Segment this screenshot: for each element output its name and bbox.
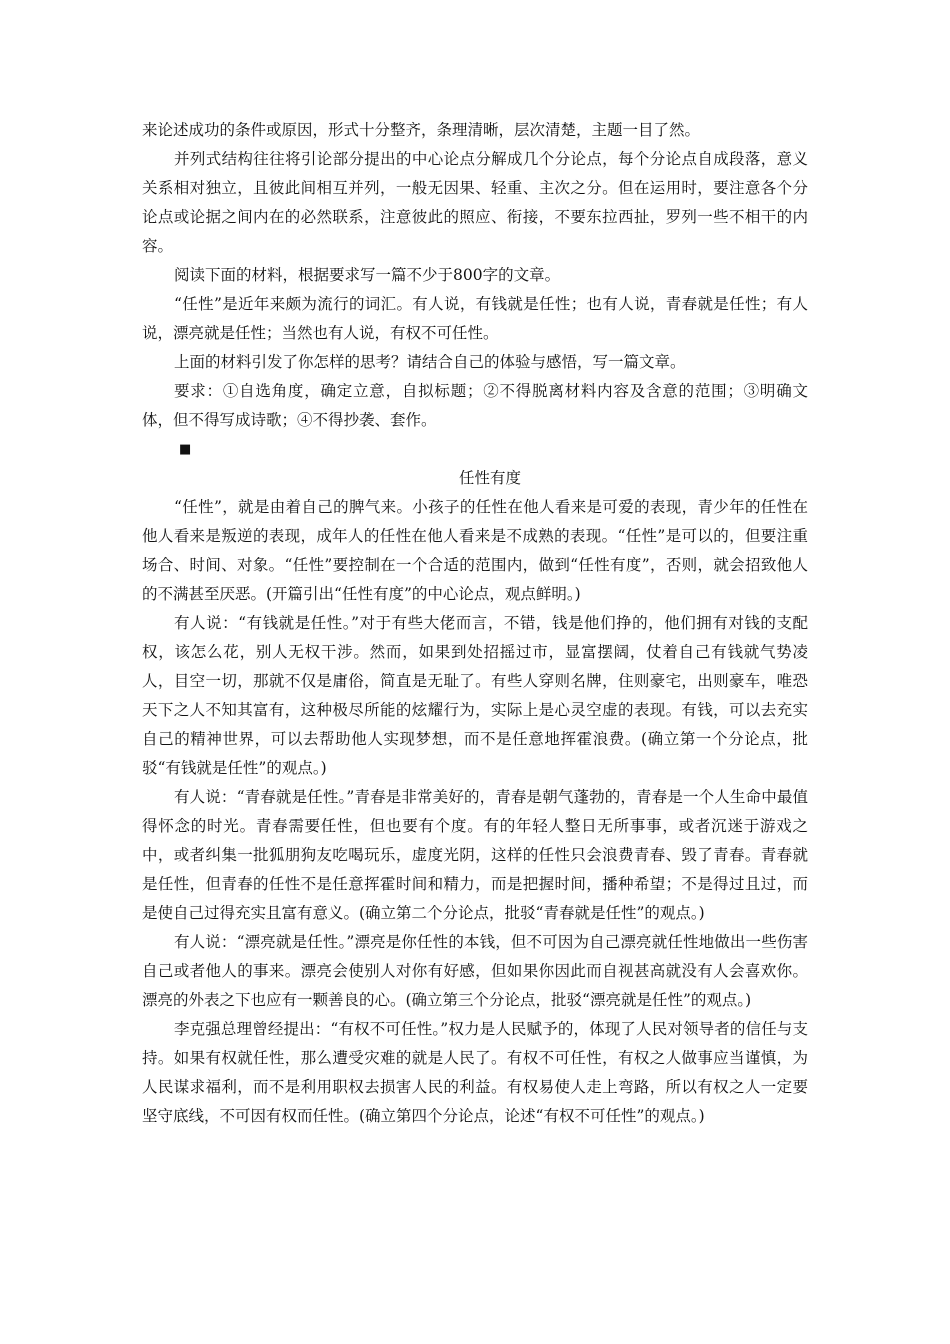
task-requirements: 要求：①自选角度，确定立意，自拟标题；②不得脱离材料内容及含意的范围；③明确文体，但不得写成诗歌；④不得抄袭、套作。: [142, 382, 808, 429]
intro-parallel-structure: 并列式结构往往将引论部分提出的中心论点分解成几个分论点，每个分论点自成段落，意义关系相对独立，且彼此间相互并列，一般无因果、轻重、主次之分。但在运用时，要注意各个分论点或论据之间内在的必然联系，注意彼此的照应、衔接，不要东拉西扯，罗列一些不相干的内容。: [142, 150, 808, 255]
document-page: [142, 116, 808, 1131]
intro-continuation: 来论述成功的条件或原因，形式十分整齐，条理清晰，层次清楚，主题一目了然。: [142, 121, 701, 139]
square-bullet-icon: ■: [179, 442, 192, 457]
task-prompt: 上面的材料引发了你怎样的思考？请结合自己的体验与感悟，写一篇文章。: [174, 353, 686, 371]
task-instruction: 阅读下面的材料，根据要求写一篇不少于800字的文章。: [174, 266, 561, 284]
essay-paragraph: 有人说：“青春就是任性。”青春是非常美好的，青春是朝气蓬勃的，青春是一个人生命中最值得怀念的时光。青春需要任性，但也要有个度。有的年轻人整日无所事事，或者沉迷于游戏之中，或者纠集一批狐朋狗友吃喝玩乐，虚度光阴，这样的任性只会浪费青春、毁了青春。青春就是任性，但青春的任性不是任意挥霍时间和精力，而是把握时间，播种希望；不是得过且过，而是使自己过得充实且富有意义。(确立第二个分论点，批驳“青春就是任性”的观点。): [142, 788, 808, 922]
task-material: “任性”是近年来颇为流行的词汇。有人说，有钱就是任性；也有人说，青春就是任性；有人说，漂亮就是任性；当然也有人说，有权不可任性。: [142, 295, 808, 342]
essay-title: 任性有度: [458, 469, 521, 487]
essay-paragraph: 有人说：“漂亮就是任性。”漂亮是你任性的本钱，但不可因为自己漂亮就任性地做出一些伤害自己或者他人的事来。漂亮会使别人对你有好感，但如果你因此而自视甚高就没有人会喜欢你。漂亮的外表之下也应有一颗善良的心。(确立第三个分论点，批驳“漂亮就是任性”的观点。): [142, 933, 808, 1009]
essay-paragraph: “任性”，就是由着自己的脾气来。小孩子的任性在他人看来是可爱的表现，青少年的任性在他人看来是叛逆的表现，成年人的任性在他人看来是不成熟的表现。“任性”是可以的，但要注重场合、时间、对象。“任性”要控制在一个合适的范围内，做到“任性有度”，否则，就会招致他人的不满甚至厌恶。(开篇引出“任性有度”的中心论点，观点鲜明。): [142, 498, 808, 603]
essay-paragraph: 李克强总理曾经提出：“有权不可任性。”权力是人民赋予的，体现了人民对领导者的信任与支持。如果有权就任性，那么遭受灾难的就是人民了。有权不可任性，有权之人做事应当谨慎，为人民谋求福利，而不是利用职权去损害人民的利益。有权易使人走上弯路，所以有权之人一定要坚守底线，不可因有权而任性。(确立第四个分论点，论述“有权不可任性”的观点。): [142, 1020, 808, 1125]
essay-paragraph: 有人说：“有钱就是任性。”对于有些大佬而言，不错，钱是他们挣的，他们拥有对钱的支配权，该怎么花，别人无权干涉。然而，如果到处招摇过市，显富摆阔，仗着自己有钱就气势凌人，目空一切，那就不仅是庸俗，简直是无耻了。有些人穿则名牌，住则豪宅，出则豪车，唯恐天下之人不知其富有，这种极尽所能的炫耀行为，实际上是心灵空虚的表现。有钱，可以去充实自己的精神世界，可以去帮助他人实现梦想，而不是任意地挥霍浪费。(确立第一个分论点，批驳“有钱就是任性”的观点。): [142, 614, 808, 777]
